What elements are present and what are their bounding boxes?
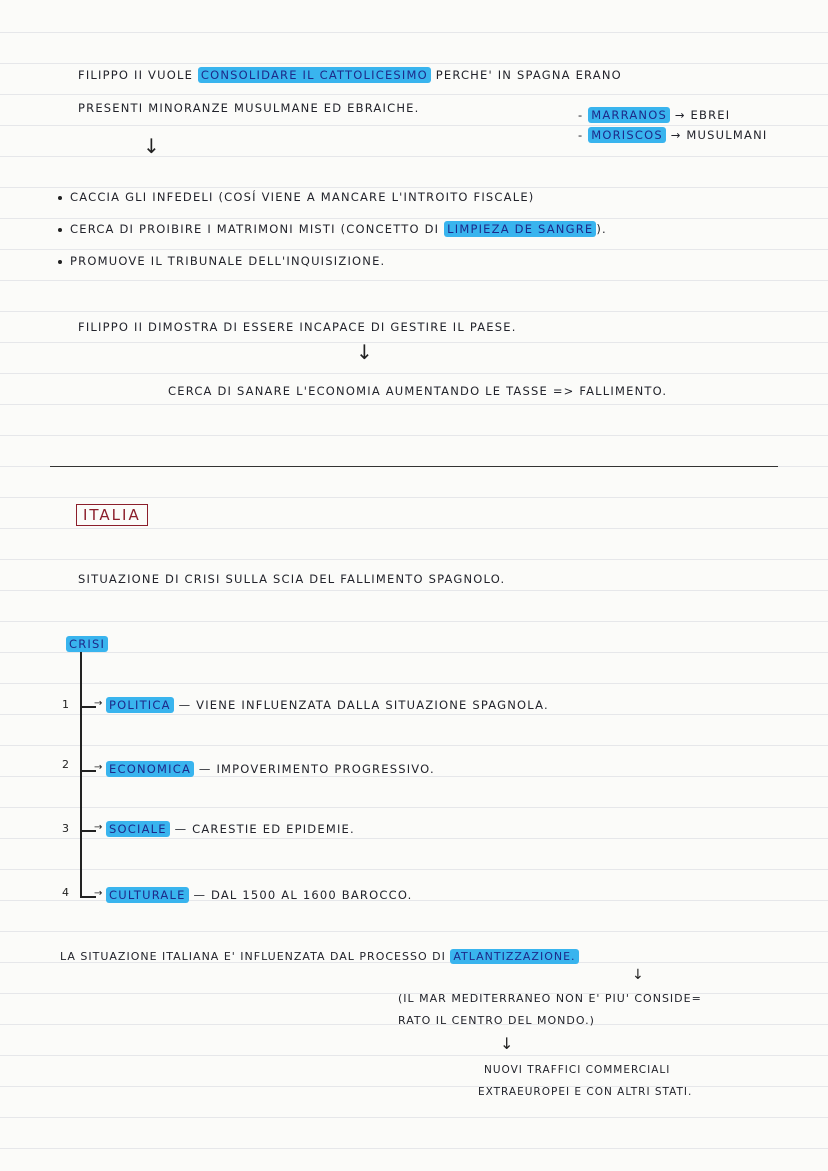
crisis-name: CULTURALE: [106, 887, 189, 903]
italy-intro: SITUAZIONE DI CRISI SULLA SCIA DEL FALLIMENTO SPAGNOLO.: [78, 572, 506, 586]
arrow-right-icon: →: [94, 822, 103, 833]
bullet-item-1: CACCIA GLI INFEDELI (COSÍ VIENE A MANCARE L'INTROITO FISCALE): [70, 190, 535, 204]
group-meaning: MUSULMANI: [686, 128, 768, 142]
group-meaning: EBREI: [690, 108, 731, 122]
group-marranos: [578, 108, 730, 122]
dash-icon: -: [578, 128, 584, 142]
incapable-line: FILIPPO II DIMOSTRA DI ESSERE INCAPACE DI GESTIRE IL PAESE.: [78, 320, 517, 334]
arrow-right-icon: →: [674, 108, 686, 122]
bullet-text-after: ).: [596, 222, 607, 236]
arrow-right-icon: →: [670, 128, 682, 142]
crisis-number: 3: [62, 822, 69, 835]
section-title-italia: ITALIA: [76, 504, 148, 526]
arrow-right-icon: →: [94, 762, 103, 773]
crisis-desc: VIENE INFLUENZATA DALLA SITUAZIONE SPAGNOLA.: [196, 698, 549, 712]
tree-trunk: [80, 652, 82, 898]
traffic-line1: NUOVI TRAFFICI COMMERCIALI: [484, 1064, 671, 1076]
crisis-desc: IMPOVERIMENTO PROGRESSIVO.: [216, 762, 435, 776]
spain-intro-line1: [78, 68, 622, 82]
bullet-item-3: PROMUOVE IL TRIBUNALE DELL'INQUISIZIONE.: [70, 254, 386, 268]
arrow-right-icon: →: [94, 698, 103, 709]
crisis-desc: DAL 1500 AL 1600 BAROCCO.: [211, 888, 413, 902]
crisis-number: 1: [62, 698, 69, 711]
arrow-down-icon: ↓: [143, 134, 160, 158]
atl-highlight: ATLANTIZZAZIONE.: [450, 949, 578, 964]
mediterranean-line2: RATO IL CENTRO DEL MONDO.): [398, 1014, 595, 1027]
bullet-icon: [58, 196, 62, 200]
crisis-item-politica: [106, 698, 549, 712]
dash-icon: -: [578, 108, 584, 122]
atlantization-line: [60, 950, 579, 963]
crisis-desc: CARESTIE ED EPIDEMIE.: [192, 822, 355, 836]
group-moriscos: [578, 128, 767, 142]
crisis-name: ECONOMICA: [106, 761, 194, 777]
bullet-text-before: CERCA DI PROIBIRE I MATRIMONI MISTI (CONCETTO DI: [70, 222, 440, 236]
intro-text-after: PERCHE' IN SPAGNA ERANO: [435, 68, 622, 82]
connector-dash: —: [174, 822, 188, 836]
economy-line: CERCA DI SANARE L'ECONOMIA AUMENTANDO LE TASSE => FALLIMENTO.: [168, 384, 668, 398]
crisis-name: POLITICA: [106, 697, 174, 713]
intro-highlight: CONSOLIDARE IL CATTOLICESIMO: [198, 67, 431, 83]
crisis-label-text: CRISI: [66, 636, 108, 652]
crisis-number: 2: [62, 758, 69, 771]
crisis-item-culturale: [106, 888, 412, 902]
bullet-item-2: [70, 222, 607, 236]
bullet-icon: [58, 260, 62, 264]
bullet-highlight: LIMPIEZA DE SANGRE: [444, 221, 596, 237]
connector-dash: —: [193, 888, 207, 902]
crisis-number: 4: [62, 886, 69, 899]
crisis-label: [66, 637, 108, 651]
bullet-icon: [58, 228, 62, 232]
crisis-name: SOCIALE: [106, 821, 170, 837]
atl-text-before: LA SITUAZIONE ITALIANA E' INFLUENZATA DAL PROCESSO DI: [60, 950, 446, 963]
section-divider: [50, 466, 778, 467]
arrow-down-icon: ↓: [500, 1034, 514, 1053]
intro-text-before: FILIPPO II VUOLE: [78, 68, 194, 82]
group-name: MARRANOS: [588, 107, 670, 123]
group-name: MORISCOS: [588, 127, 666, 143]
crisis-item-sociale: [106, 822, 355, 836]
arrow-down-icon: ↓: [632, 967, 644, 983]
crisis-item-economica: [106, 762, 435, 776]
traffic-line2: EXTRAEUROPEI E CON ALTRI STATI.: [478, 1086, 693, 1098]
arrow-right-icon: →: [94, 888, 103, 899]
arrow-down-icon: ↓: [356, 340, 373, 364]
connector-dash: —: [178, 698, 192, 712]
connector-dash: —: [198, 762, 212, 776]
mediterranean-line1: (IL MAR MEDITERRANEO NON E' PIU' CONSIDE=: [398, 992, 702, 1005]
spain-intro-line2: PRESENTI MINORANZE MUSULMANE ED EBRAICHE.: [78, 101, 420, 115]
